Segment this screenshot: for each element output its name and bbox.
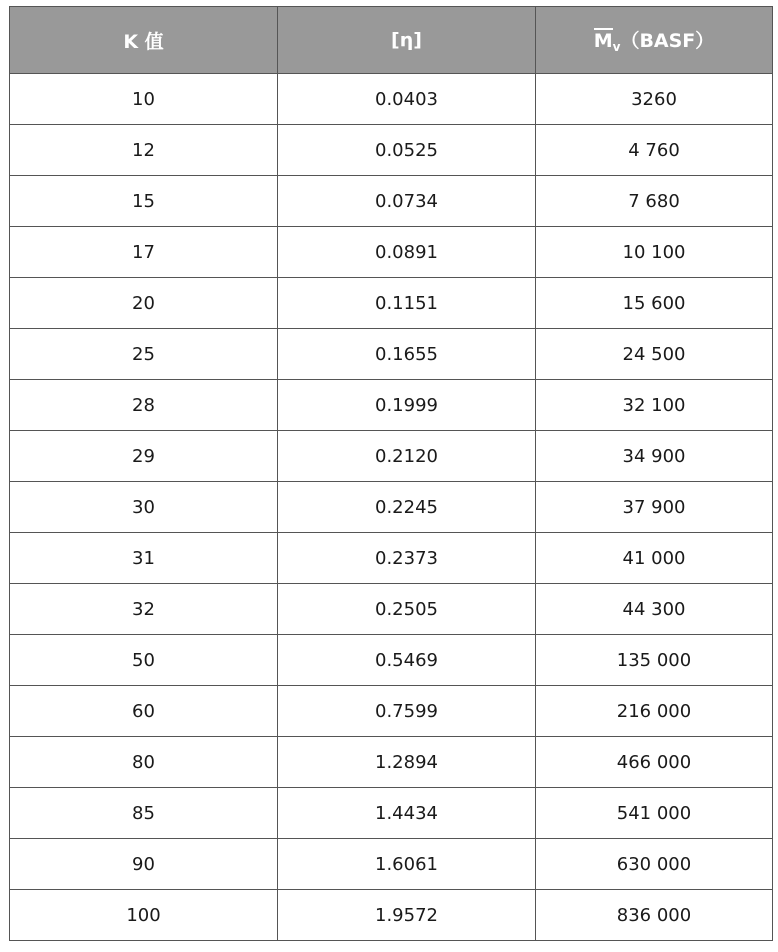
cell-intrinsic-viscosity: 0.2373 xyxy=(278,533,536,584)
table-row xyxy=(10,380,773,431)
cell-intrinsic-viscosity: 1.9572 xyxy=(278,890,536,941)
cell-k-value: 60 xyxy=(10,686,278,737)
mv-symbol: M xyxy=(593,30,613,52)
cell-intrinsic-viscosity: 0.2120 xyxy=(278,431,536,482)
table-row xyxy=(10,737,773,788)
cell-intrinsic-viscosity: 0.5469 xyxy=(278,635,536,686)
mv-suffix: （BASF） xyxy=(620,30,715,52)
cell-intrinsic-viscosity: 0.1655 xyxy=(278,329,536,380)
cell-molecular-weight: 15 600 xyxy=(536,278,773,329)
table-row xyxy=(10,74,773,125)
cell-molecular-weight: 836 000 xyxy=(536,890,773,941)
data-table-container xyxy=(9,6,772,941)
table-row xyxy=(10,482,773,533)
cell-intrinsic-viscosity: 0.2505 xyxy=(278,584,536,635)
table-row xyxy=(10,890,773,941)
cell-molecular-weight: 41 000 xyxy=(536,533,773,584)
table-row xyxy=(10,329,773,380)
cell-molecular-weight: 32 100 xyxy=(536,380,773,431)
table-row xyxy=(10,686,773,737)
table-row xyxy=(10,431,773,482)
table-row xyxy=(10,788,773,839)
table-row xyxy=(10,176,773,227)
table-row xyxy=(10,584,773,635)
cell-k-value: 15 xyxy=(10,176,278,227)
cell-k-value: 31 xyxy=(10,533,278,584)
cell-molecular-weight: 37 900 xyxy=(536,482,773,533)
cell-k-value: 29 xyxy=(10,431,278,482)
cell-k-value: 80 xyxy=(10,737,278,788)
cell-molecular-weight: 10 100 xyxy=(536,227,773,278)
header-molecular-weight xyxy=(536,7,773,74)
cell-intrinsic-viscosity: 1.6061 xyxy=(278,839,536,890)
header-k-value: K 值 xyxy=(10,7,278,74)
cell-k-value: 20 xyxy=(10,278,278,329)
cell-molecular-weight: 135 000 xyxy=(536,635,773,686)
cell-molecular-weight: 466 000 xyxy=(536,737,773,788)
cell-intrinsic-viscosity: 0.0525 xyxy=(278,125,536,176)
table-row xyxy=(10,278,773,329)
cell-intrinsic-viscosity: 0.1999 xyxy=(278,380,536,431)
cell-molecular-weight: 541 000 xyxy=(536,788,773,839)
table-header-row xyxy=(10,7,773,74)
cell-k-value: 50 xyxy=(10,635,278,686)
table-row xyxy=(10,227,773,278)
cell-k-value: 85 xyxy=(10,788,278,839)
table-row xyxy=(10,125,773,176)
cell-molecular-weight: 630 000 xyxy=(536,839,773,890)
cell-k-value: 32 xyxy=(10,584,278,635)
cell-intrinsic-viscosity: 0.1151 xyxy=(278,278,536,329)
cell-intrinsic-viscosity: 1.2894 xyxy=(278,737,536,788)
cell-intrinsic-viscosity: 0.0734 xyxy=(278,176,536,227)
k-value-table xyxy=(9,6,773,941)
cell-molecular-weight: 44 300 xyxy=(536,584,773,635)
cell-intrinsic-viscosity: 1.4434 xyxy=(278,788,536,839)
table-row xyxy=(10,635,773,686)
cell-molecular-weight: 4 760 xyxy=(536,125,773,176)
header-intrinsic-viscosity: [η] xyxy=(278,7,536,74)
cell-k-value: 12 xyxy=(10,125,278,176)
cell-intrinsic-viscosity: 0.7599 xyxy=(278,686,536,737)
cell-k-value: 28 xyxy=(10,380,278,431)
cell-intrinsic-viscosity: 0.0891 xyxy=(278,227,536,278)
cell-k-value: 90 xyxy=(10,839,278,890)
table-body xyxy=(10,74,773,941)
table-row xyxy=(10,533,773,584)
table-row xyxy=(10,839,773,890)
cell-intrinsic-viscosity: 0.2245 xyxy=(278,482,536,533)
cell-k-value: 10 xyxy=(10,74,278,125)
mv-subscript: v xyxy=(612,40,621,54)
cell-intrinsic-viscosity: 0.0403 xyxy=(278,74,536,125)
cell-k-value: 17 xyxy=(10,227,278,278)
cell-molecular-weight: 3260 xyxy=(536,74,773,125)
cell-molecular-weight: 24 500 xyxy=(536,329,773,380)
cell-k-value: 100 xyxy=(10,890,278,941)
cell-k-value: 30 xyxy=(10,482,278,533)
cell-k-value: 25 xyxy=(10,329,278,380)
cell-molecular-weight: 7 680 xyxy=(536,176,773,227)
cell-molecular-weight: 216 000 xyxy=(536,686,773,737)
cell-molecular-weight: 34 900 xyxy=(536,431,773,482)
